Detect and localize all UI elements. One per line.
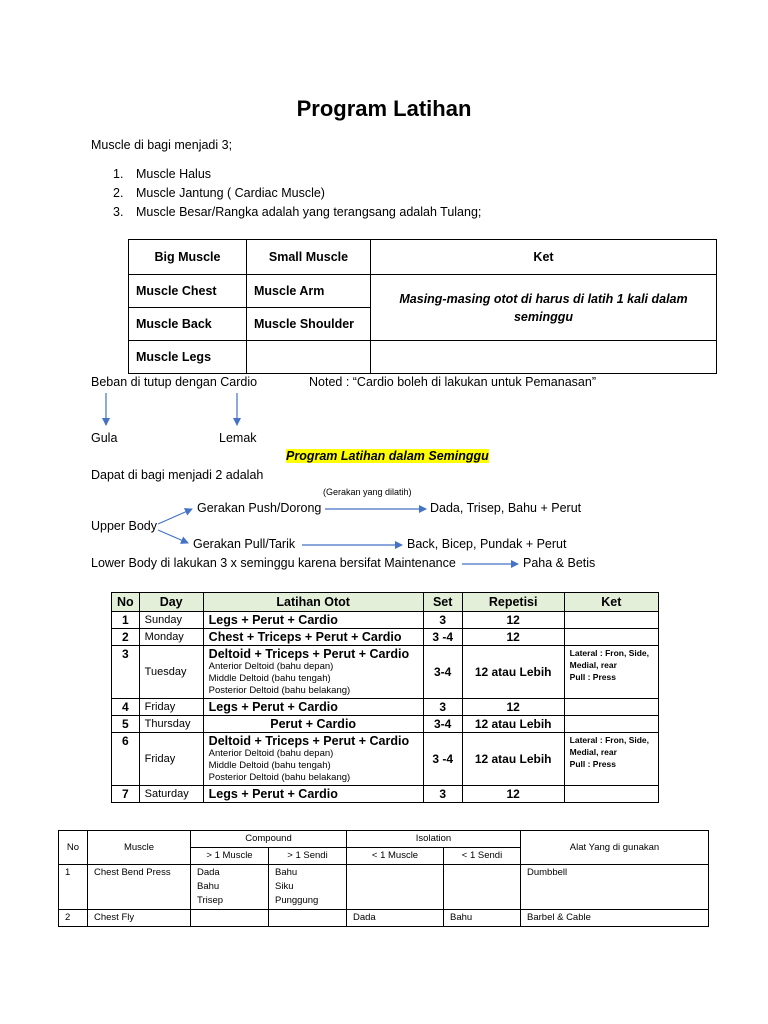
row-latihan: Deltoid + Triceps + Perut + Cardio: [208, 734, 410, 748]
list-item: Bahu: [275, 867, 298, 878]
table-header: Compound: [191, 831, 347, 848]
table-row: [112, 733, 659, 786]
row-alat: Barbel & Cable: [521, 910, 709, 927]
row-rep: 12: [462, 786, 564, 803]
table-row: [112, 629, 659, 646]
page-title: Program Latihan: [296, 96, 472, 121]
table-header: Set: [423, 593, 462, 612]
row-compound-muscle: [191, 865, 269, 910]
table-header: Repetisi: [462, 593, 564, 612]
row-sub: Anterior Deltoid (bahu depan): [208, 661, 334, 672]
lemak-label: Lemak: [219, 431, 257, 445]
table-header: < 1 Sendi: [444, 848, 521, 865]
row-no: 1: [59, 865, 88, 910]
table-row: [59, 910, 709, 927]
row-set: 3-4: [423, 646, 462, 699]
table-header: No: [112, 593, 140, 612]
cardio-note: Noted : “Cardio boleh di lakukan untuk Pemanasan”: [309, 375, 596, 389]
row-rep: 12: [462, 699, 564, 716]
table-header: Ket: [564, 593, 658, 612]
row-ket-line: Pull : Press: [569, 672, 616, 682]
list-item: Dada: [197, 867, 220, 878]
gerakan-label: (Gerakan yang dilatih): [323, 487, 412, 497]
row-rep: 12 atau Lebih: [462, 733, 564, 786]
list-item-number: 1.: [113, 167, 124, 181]
row-latihan-cell: [203, 646, 423, 699]
row-rep: 12: [462, 629, 564, 646]
row-muscle: Chest Bend Press: [88, 865, 191, 910]
row-rep: 12 atau Lebih: [462, 646, 564, 699]
table-header: Big Muscle: [129, 240, 247, 275]
row-rep: 12 atau Lebih: [462, 716, 564, 733]
row-day: Monday: [139, 629, 203, 646]
exercise-table: [58, 830, 709, 927]
list-item-number: 2.: [113, 186, 124, 200]
row-isolation-sendi: [444, 865, 521, 910]
row-ket-line: Pull : Press: [569, 759, 616, 769]
row-muscle: Chest Fly: [88, 910, 191, 927]
row-ket-line: Lateral : Fron, Side, Medial, rear: [569, 648, 650, 670]
intro-text: Muscle di bagi menjadi 3;: [91, 138, 233, 152]
table-header: < 1 Muscle: [347, 848, 444, 865]
table-row: [112, 646, 659, 699]
row-sub: Posterior Deltoid (bahu belakang): [208, 685, 351, 696]
cardio-line: Beban di tutup dengan Cardio: [91, 375, 258, 389]
table-header: > 1 Sendi: [269, 848, 347, 865]
row-day: Sunday: [139, 612, 203, 629]
table-cell: Muscle Arm: [247, 275, 371, 308]
row-latihan: Legs + Perut + Cardio: [203, 699, 423, 716]
arrow-to-pull: [158, 530, 188, 543]
row-isolation-sendi: Bahu: [444, 910, 521, 927]
row-no: 7: [112, 786, 140, 803]
list-item: Bahu: [197, 881, 220, 892]
table-header: Alat Yang di gunakan: [521, 831, 709, 865]
row-latihan-cell: [203, 733, 423, 786]
table-row: [112, 612, 659, 629]
list-item: Muscle Jantung ( Cardiac Muscle): [136, 186, 325, 200]
row-latihan: Chest + Triceps + Perut + Cardio: [203, 629, 423, 646]
row-day: Friday: [139, 733, 203, 786]
row-sub: Anterior Deltoid (bahu depan): [208, 748, 334, 759]
row-day: Saturday: [139, 786, 203, 803]
row-latihan: Perut + Cardio: [203, 716, 423, 733]
list-item: Punggung: [275, 895, 319, 906]
row-day: Friday: [139, 699, 203, 716]
row-alat: Dumbbell: [521, 865, 709, 910]
row-latihan: Deltoid + Triceps + Perut + Cardio: [208, 647, 410, 661]
row-latihan: Legs + Perut + Cardio: [203, 786, 423, 803]
table-header: Latihan Otot: [203, 593, 423, 612]
table-cell: Muscle Chest: [129, 275, 247, 308]
list-item: Muscle Halus: [136, 167, 212, 181]
lower-body-label: Lower Body di lakukan 3 x seminggu karena bersifat Maintenance: [91, 556, 456, 570]
row-ket-line: Lateral : Fron, Side, Medial, rear: [569, 735, 650, 757]
gula-label: Gula: [91, 431, 118, 445]
row-no: 6: [112, 733, 140, 786]
list-item: Muscle Besar/Rangka adalah yang terangsang adalah Tulang;: [136, 205, 482, 219]
row-sub: Middle Deltoid (bahu tengah): [208, 673, 331, 684]
row-no: 3: [112, 646, 140, 699]
table-row: [112, 786, 659, 803]
pull-target: Back, Bicep, Pundak + Perut: [407, 537, 567, 551]
table-row: [112, 699, 659, 716]
pull-label: Gerakan Pull/Tarik: [193, 537, 296, 551]
row-no: 2: [59, 910, 88, 927]
arrow-to-push: [158, 509, 192, 524]
row-set: 3-4: [423, 716, 462, 733]
upper-body-label: Upper Body: [91, 519, 158, 533]
table-header: Muscle: [88, 831, 191, 865]
row-sub: Middle Deltoid (bahu tengah): [208, 760, 331, 771]
row-ket: [564, 646, 658, 699]
table-header: Isolation: [347, 831, 521, 848]
row-set: 3: [423, 786, 462, 803]
row-day: Tuesday: [139, 646, 203, 699]
weekly-program-table: [111, 592, 659, 803]
list-item: Siku: [275, 881, 294, 892]
row-isolation-muscle: [347, 865, 444, 910]
table-header: Ket: [371, 240, 717, 275]
table-header: > 1 Muscle: [191, 848, 269, 865]
table-cell: Muscle Legs: [129, 341, 247, 374]
row-ket: [564, 733, 658, 786]
row-no: 4: [112, 699, 140, 716]
lower-target: Paha & Betis: [523, 556, 596, 570]
push-label: Gerakan Push/Dorong: [197, 501, 322, 515]
table-cell: Muscle Shoulder: [247, 308, 371, 341]
table-header: No: [59, 831, 88, 865]
row-no: 5: [112, 716, 140, 733]
table-row: [112, 716, 659, 733]
list-item: Trisep: [197, 895, 224, 906]
row-day: Thursday: [139, 716, 203, 733]
row-sub: Posterior Deltoid (bahu belakang): [208, 772, 351, 783]
split-intro: Dapat di bagi menjadi 2 adalah: [91, 468, 264, 482]
row-compound-sendi: [269, 865, 347, 910]
table-header: Small Muscle: [247, 240, 371, 275]
row-latihan: Legs + Perut + Cardio: [203, 612, 423, 629]
push-target: Dada, Trisep, Bahu + Perut: [430, 501, 582, 515]
table-cell: Muscle Back: [129, 308, 247, 341]
table-header: Day: [139, 593, 203, 612]
row-set: 3: [423, 699, 462, 716]
table-row: [59, 865, 709, 910]
row-rep: 12: [462, 612, 564, 629]
row-set: 3: [423, 612, 462, 629]
row-isolation-muscle: Dada: [347, 910, 444, 927]
row-no: 1: [112, 612, 140, 629]
row-set: 3 -4: [423, 629, 462, 646]
row-set: 3 -4: [423, 733, 462, 786]
section-title: Program Latihan dalam Seminggu: [286, 449, 489, 463]
row-no: 2: [112, 629, 140, 646]
ket-note: Masing-masing otot di harus di latih 1 kali dalam seminggu: [371, 275, 717, 341]
list-item-number: 3.: [113, 205, 124, 219]
